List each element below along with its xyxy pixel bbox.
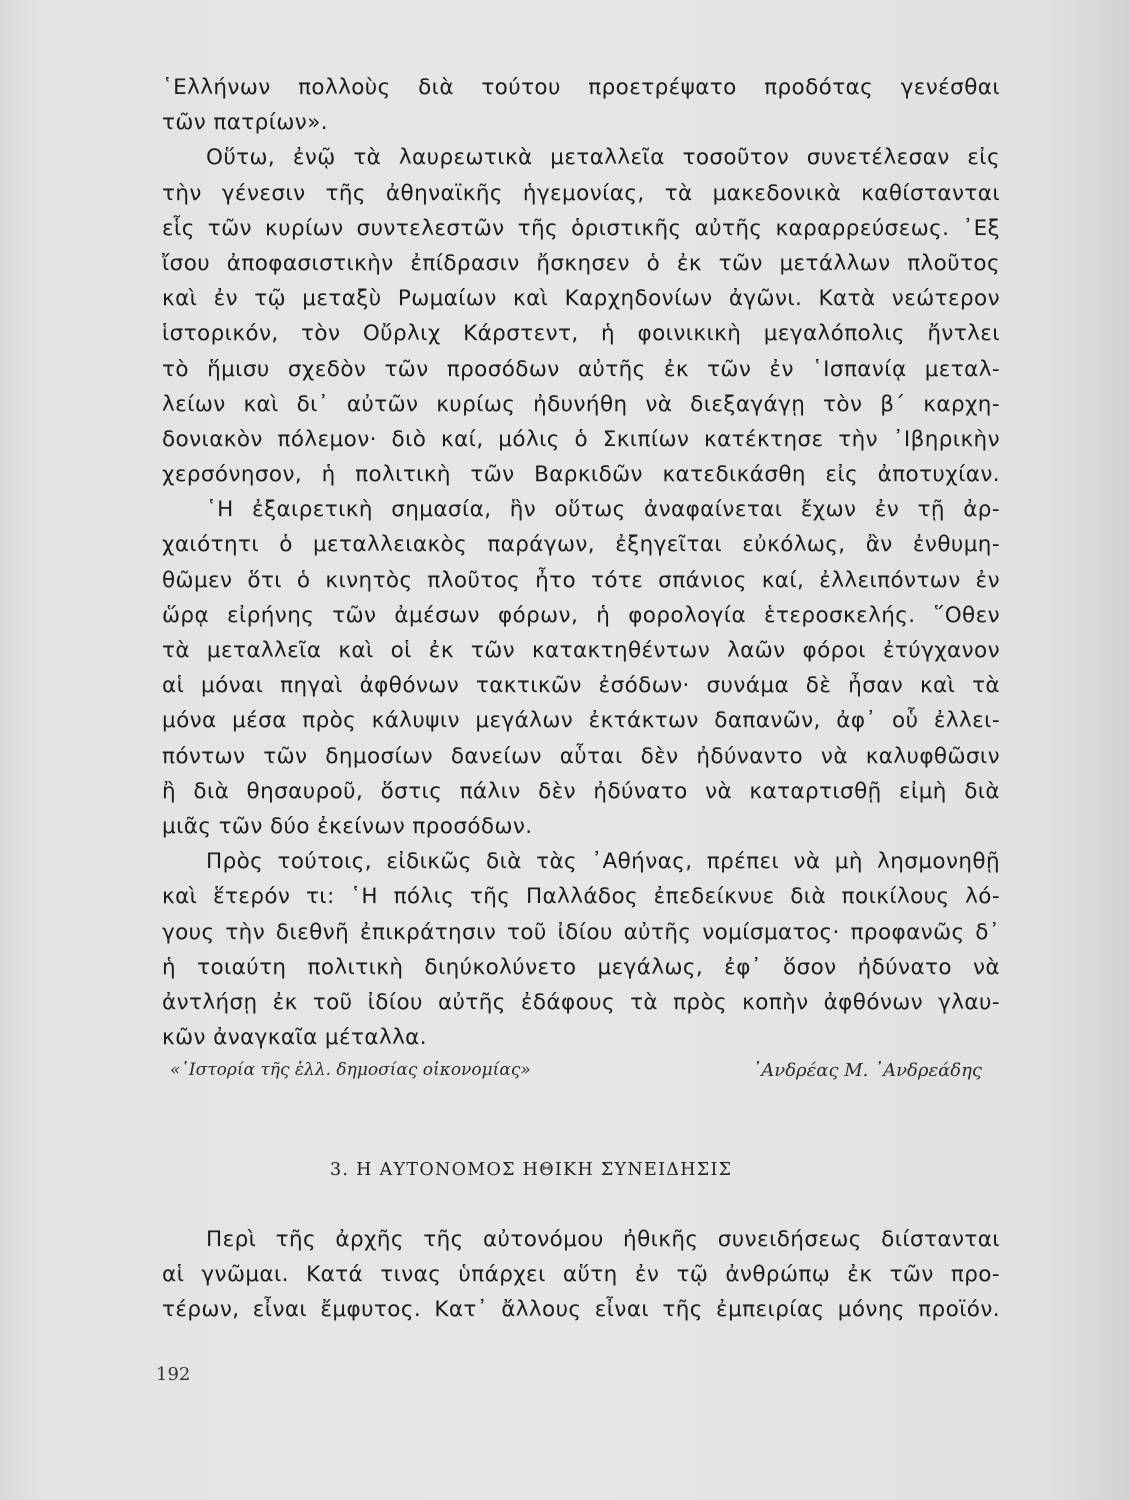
text-line: ἡ τοιαύτη πολιτικὴ διηύκολύνετο μεγάλως, ἐφ᾿ ὅσον ἠδύνατο νὰ [162,954,1000,980]
citation-author: ᾿Ανδρέας Μ. ᾿Ανδρεάδης [752,1060,982,1081]
section-heading: 3. Η ΑΥΤΟΝΟΜΟΣ ΗΘΙΚΗ ΣΥΝΕΙΔΗΣΙΣ [330,1160,733,1180]
text-line: Πρὸς τούτοις, εἰδικῶς διὰ τὰς ᾿Αθήνας, πρέπει νὰ μὴ λησμονηθῇ [206,849,1000,875]
citation-source: «῾Ιστορία τῆς ἑλλ. δημοσίας οἰκονομίας» [170,1060,531,1080]
text-line: μόνα μέσα πρὸς κάλυψιν μεγάλων ἐκτάκτων δαπανῶν, ἀφ᾿ οὗ ἐλλει- [162,708,1000,734]
text-line: Οὕτω, ἐνῷ τὰ λαυρεωτικὰ μεταλλεῖα τοσοῦτον συνετέλεσαν εἰς [206,145,1000,171]
text-line: χερσόνησον, ἡ πολιτικὴ τῶν Βαρκιδῶν κατεδικάσθη εἰς ἀποτυχίαν. [162,462,1000,488]
text-line: ῾Ελλήνων πολλοὺς διὰ τούτου προετρέψατο προδότας γενέσθαι [162,75,1000,100]
text-line: ὥρᾳ εἰρήνης τῶν ἀμέσων φόρων, ἡ φορολογία ἑτεροσκελής. ῞Οθεν [162,602,1000,628]
text-line: τέρων, εἶναι ἔμφυτος. Κατ᾿ ἄλλους εἶναι τῆς ἐμπειρίας μόνης προϊόν. [162,1297,1000,1323]
text-line: ἀντλήσῃ ἐκ τοῦ ἰδίου αὐτῆς ἐδάφους τὰ πρὸς κοπὴν ἀφθόνων γλαυ- [162,989,1000,1015]
text-line: ἴσου ἀποφασιστικὴν ἐπίδρασιν ἤσκησεν ὁ ἐκ τῶν μετάλλων πλοῦτος [162,250,1000,276]
text-line: γους τὴν διεθνῆ ἐπικράτησιν τοῦ ἰδίου αὐτῆς νομίσματος· προφανῶς δ᾿ [162,919,1000,945]
text-line: λείων καὶ δι᾿ αὐτῶν κυρίως ἠδυνήθη νὰ διεξαγάγῃ τὸν β΄ καρχη- [162,391,1000,417]
text-line: καὶ ἕτερόν τι: ῾Η πόλις τῆς Παλλάδος ἐπεδείκνυε διὰ ποικίλους λό- [162,884,1000,910]
text-line: αἱ γνῶμαι. Κατά τινας ὑπάρχει αὕτη ἐν τῷ ἀνθρώπῳ ἐκ τῶν προ- [162,1262,1000,1288]
text-line: μιᾶς τῶν δύο ἐκείνων προσόδων. [162,813,533,839]
text-line: τὴν γένεσιν τῆς ἀθηναϊκῆς ἡγεμονίας, τὰ μακεδονικὰ καθίστανται [162,180,1000,206]
body-text [162,70,1000,1055]
text-line: χαιότητι ὁ μεταλλειακὸς παράγων, ἐξηγεῖται εὐκόλως, ἂν ἐνθυμη- [162,532,1000,558]
page-number: 192 [156,1364,191,1385]
text-line: τὰ μεταλλεῖα καὶ οἱ ἐκ τῶν κατακτηθέντων λαῶν φόροι ἐτύγχανον [162,638,1000,663]
text-line: ῾Η ἐξαιρετικὴ σημασία, ἣν οὕτως ἀναφαίνεται ἔχων ἐν τῇ ἀρ- [206,497,1000,523]
text-line: Περὶ τῆς ἀρχῆς τῆς αὐτονόμου ἠθικῆς συνειδήσεως διίστανται [206,1227,1000,1252]
text-line: καὶ ἐν τῷ μεταξὺ Ρωμαίων καὶ Καρχηδονίων ἀγῶνι. Κατὰ νεώτερον [162,286,1000,312]
text-line: δονιακὸν πόλεμον· διὸ καί, μόλις ὁ Σκιπίων κατέκτησε τὴν ᾿Ιβηρικὴν [162,426,1000,452]
text-line: κῶν ἀναγκαῖα μέταλλα. [162,1025,427,1051]
section-body-text [162,1222,1000,1328]
text-line: ἢ διὰ θησαυροῦ, ὅστις πάλιν δὲν ἠδύνατο νὰ καταρτισθῇ εἰμὴ διὰ [162,778,1000,804]
text-line: ἱστορικόν, τὸν Οὔρλιχ Κάρστεντ, ἡ φοινικικὴ μεγαλόπολις ἤντλει [162,321,1000,347]
text-line: τὸ ἥμισυ σχεδὸν τῶν προσόδων αὐτῆς ἐκ τῶν ἐν ῾Ισπανίᾳ μεταλ- [162,356,1000,382]
text-line: αἱ μόναι πηγαὶ ἀφθόνων τακτικῶν ἐσόδων· συνάμα δὲ ἦσαν καὶ τὰ [162,673,1000,699]
text-line: εἷς τῶν κυρίων συντελεστῶν τῆς ὁριστικῆς αὐτῆς καραρρεύσεως. ᾿Εξ [162,215,1000,241]
text-line: θῶμεν ὅτι ὁ κινητὸς πλοῦτος ἦτο τότε σπάνιος καί, ἐλλειπόντων ἐν [162,567,1000,593]
text-line: πόντων τῶν δημοσίων δανείων αὗται δὲν ἠδύναντο νὰ καλυφθῶσιν [162,743,1000,769]
text-line: τῶν πατρίων». [162,110,328,136]
